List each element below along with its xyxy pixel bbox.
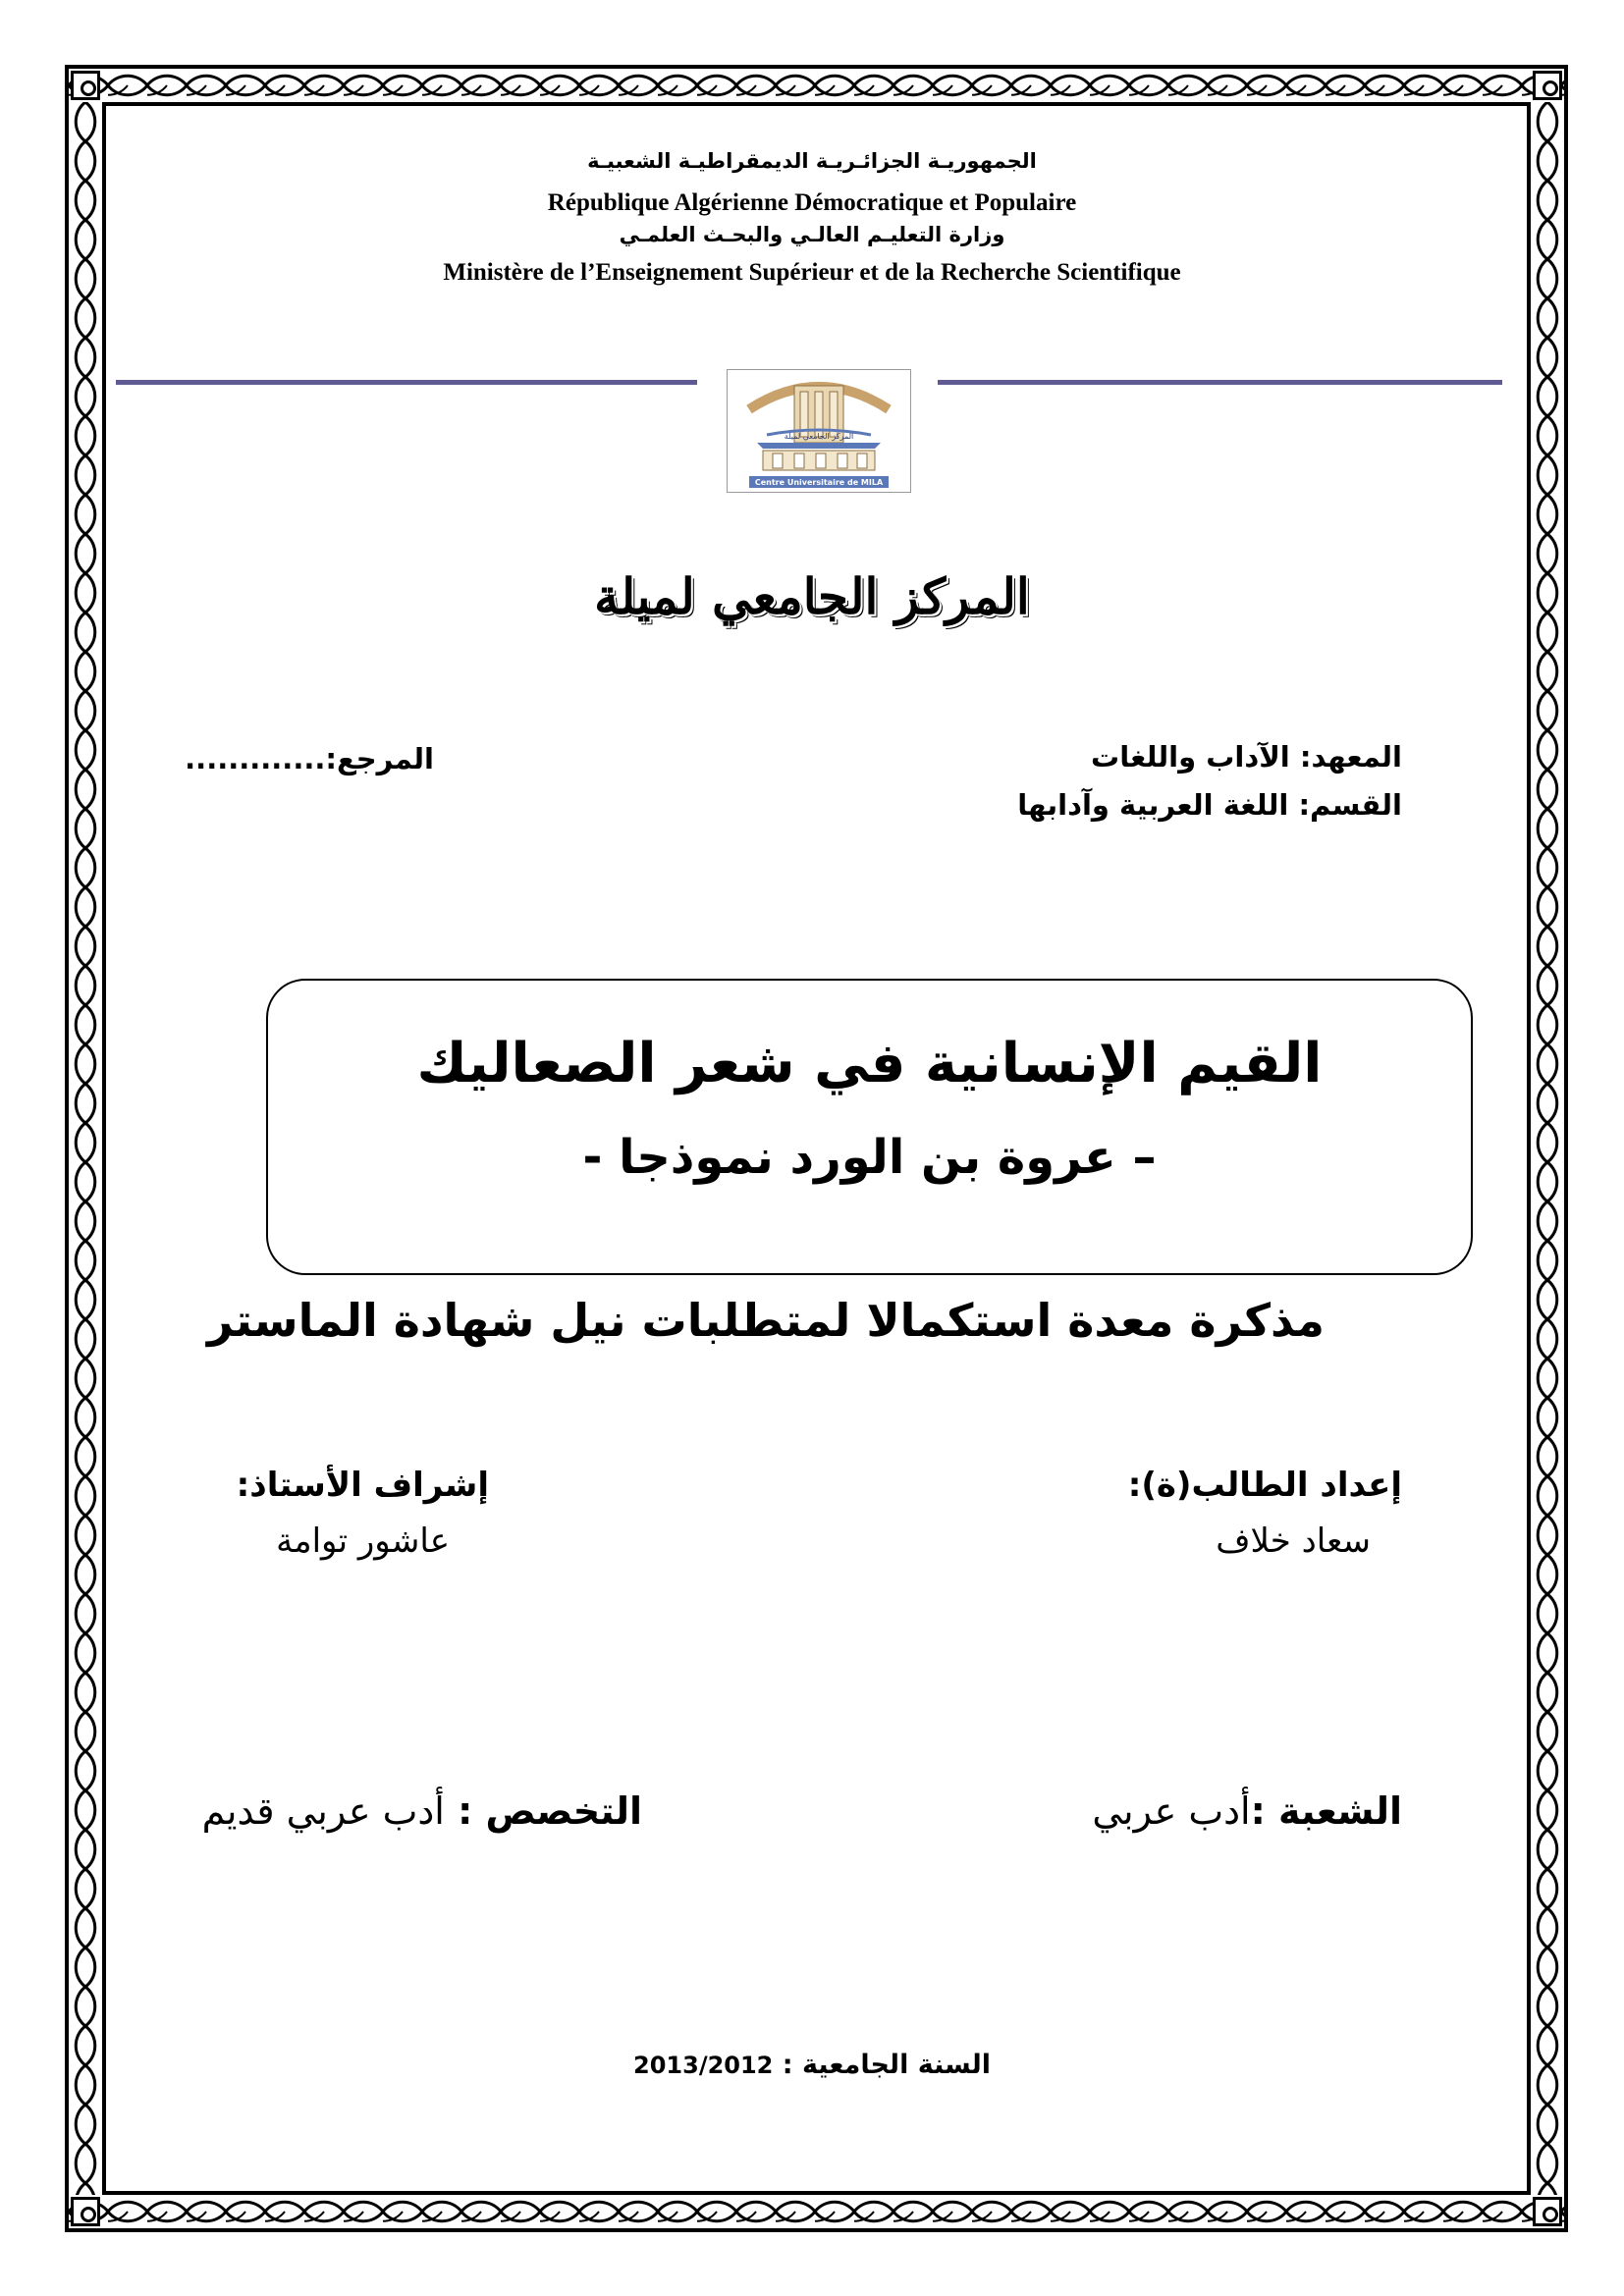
thesis-title-box (266, 979, 1473, 1275)
corner-ornament-bl (71, 2197, 100, 2226)
page-border-top (69, 69, 1564, 102)
corner-ornament-br (1533, 2197, 1562, 2226)
department-label: القسم: (1298, 788, 1402, 822)
page-border-bottom (69, 2195, 1564, 2228)
thesis-subtitle: – عروة بن الورد نموذجا - (582, 1130, 1157, 1185)
supervisor-name: عاشور توامة (276, 1522, 450, 1561)
page-border-right (1531, 102, 1564, 2195)
department-line (813, 788, 1402, 822)
ministry-arabic: وزارة التعليـم العالـي والبحـث العلمـي (619, 223, 1005, 246)
logo-inner-text: المركز الجامعي لميلة (784, 432, 854, 441)
academic-year-label: السنة الجامعية : (782, 2050, 991, 2080)
academic-year-value: 2013/2012 (633, 2052, 774, 2079)
header-rule-right (938, 380, 1502, 385)
branch-value: أدب عربي (1092, 1789, 1251, 1833)
reference-label: المرجع: (325, 742, 434, 775)
institute-line (813, 740, 1402, 774)
academic-year-line (0, 2050, 1624, 2080)
supervisor-label: إشراف الأستاذ: (236, 1466, 489, 1505)
logo-caption: Centre Universitaire de MILA (754, 478, 884, 487)
specialty-value: أدب عربي قديم (201, 1789, 445, 1833)
student-label: إعداد الطالب(ة): (1127, 1466, 1402, 1505)
institute-value: الآداب واللغات (1091, 740, 1290, 774)
page-border-left (69, 102, 102, 2195)
institute-label: المعهد: (1299, 740, 1402, 774)
institution-name: المركز الجامعي لميلة (594, 567, 1030, 625)
student-name: سعاد خلاف (1216, 1522, 1371, 1561)
department-value: اللغة العربية وآدابها (1017, 788, 1289, 822)
reference-line (139, 742, 434, 775)
corner-ornament-tl (71, 71, 100, 100)
republic-arabic: الجمهوريـة الجزائـريـة الديمقراطيـة الشعبيـة (587, 149, 1037, 173)
branch-label: الشعبة : (1250, 1789, 1402, 1833)
memo-statement: مذكرة معدة استكمالا لمتطلبات نيل شهادة الماستر (206, 1294, 1325, 1347)
branch-line (813, 1789, 1402, 1833)
ministry-french: Ministère de l’Enseignement Supérieur et de la Recherche Scientifique (443, 259, 1181, 286)
republic-french: République Algérienne Démocratique et Populaire (547, 189, 1077, 216)
specialty-line (132, 1789, 642, 1833)
university-logo (727, 369, 911, 493)
corner-ornament-tr (1533, 71, 1562, 100)
thesis-title: القيم الإنسانية في شعر الصعاليك (416, 1032, 1323, 1095)
reference-value: ............. (185, 742, 326, 775)
specialty-label: التخصص : (458, 1789, 642, 1833)
header-rule-left (116, 380, 697, 385)
